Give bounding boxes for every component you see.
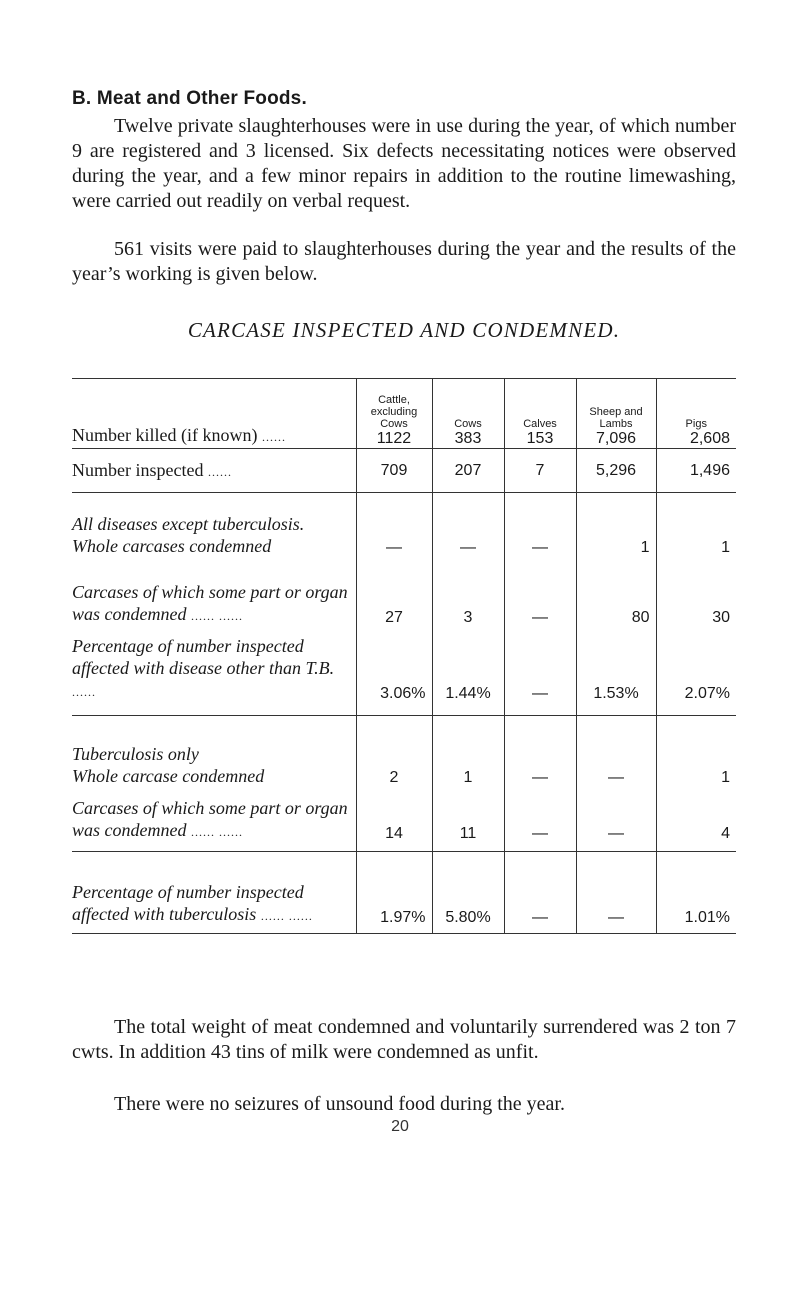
row-label: Number killed (if known) ...... — [72, 379, 356, 449]
column-sheep-lambs: Sheep and Lambs 7,096 — [576, 379, 656, 449]
page-number: 20 — [391, 1118, 409, 1135]
table-title: CARCASE INSPECTED AND CONDEMNED. — [187, 318, 621, 342]
column-calves: Calves 153 — [504, 379, 576, 449]
table-row-tb-part: Carcases of which some part or organ was condemned ...... ...... 14 11 — — 4 — [72, 787, 736, 851]
paragraph-visits: 561 visits were paid to slaughterhouses during the year and the results of the year’s working is given below. — [72, 238, 736, 285]
table-row-all-whole: All diseases except tuberculosis. Whole carcases condemned — — — 1 1 — [72, 493, 736, 557]
paragraph-slaughterhouses: Twelve private slaughterhouses were in use during the year, of which number 9 are registered and 3 licensed. Six defects necessitating notices were observed during the year, and a few minor repairs in addition to the routine limewashing, were carried out readily on verbal request. — [72, 115, 736, 212]
table-row-killed — [72, 379, 736, 449]
row-label: Tuberculosis only Whole carcase condemned — [72, 744, 265, 786]
table-row-all-pct: Percentage of number inspected affected with disease other than T.B. ...... 3.06% 1.44% — 1.53% 2.07% — [72, 627, 736, 716]
row-label: All diseases except tuberculosis. Whole carcases condemned — [72, 493, 356, 557]
table-row-tb-whole: Tuberculosis only Whole carcase condemned 2 1 — — 1 — [72, 715, 736, 787]
section-heading: B. Meat and Other Foods. — [72, 88, 307, 109]
row-label: Number inspected ...... — [72, 449, 356, 493]
paragraph-no-seizures: There were no seizures of unsound food during the year. — [114, 1093, 565, 1115]
row-label: Carcases of which some part or organ was condemned ...... ...... — [72, 787, 356, 851]
column-cattle: Cattle, excluding Cows 1122 — [356, 379, 432, 449]
column-pigs: Pigs 2,608 — [656, 379, 736, 449]
table-row-all-part: Carcases of which some part or organ was condemned ...... ...... 27 3 — 80 30 — [72, 557, 736, 627]
table-row-inspected: Number inspected ...... 709 207 7 5,296 1,496 — [72, 449, 736, 493]
carcase-table — [72, 378, 736, 934]
row-label: Percentage of number inspected affected with disease other than T.B. ...... — [72, 627, 356, 716]
paragraph-meat-condemned: The total weight of meat condemned and voluntarily surrendered was 2 ton 7 cwts. In addition 43 tins of milk were condemned as unfit. — [72, 1016, 736, 1063]
row-label: Carcases of which some part or organ was condemned ...... ...... — [72, 581, 348, 624]
table-row-tb-pct: Percentage of number inspected affected with tuberculosis ...... ...... 1.97% 5.80% — — 1.01% — [72, 851, 736, 933]
column-cows: Cows 383 — [432, 379, 504, 449]
row-label: Percentage of number inspected affected with tuberculosis ...... ...... — [72, 851, 356, 933]
